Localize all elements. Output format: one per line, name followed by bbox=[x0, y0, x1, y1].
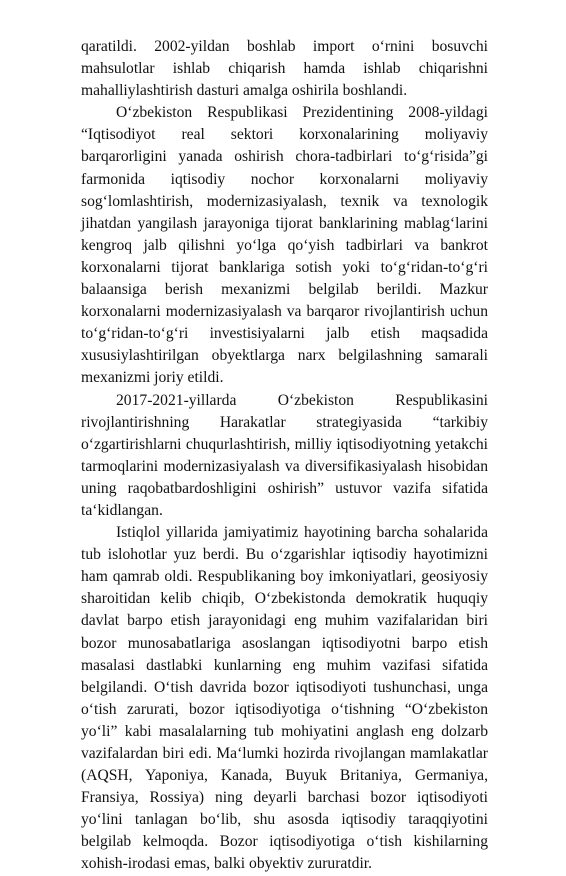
paragraph-continuation: qaratildi. 2002-yildan boshlab import o‘rnini bosuvchi mahsulotlar ishlab chiqarish hamda ishlab chiqarishni mahalliylashtirish dasturi amalga oshirila boshlandi. bbox=[81, 38, 488, 100]
paragraph-action-strategy: 2017-2021-yillarda O‘zbekiston Respublikasini rivojlantirishning Harakatlar strategiyasida “tarkibiy o‘zgartirishlarni chuqurlashtirish, milliy iqtisodiyotning yetakchi tarmoqlarini modernizasiyalash va diversifikasiyalash hisobidan uning raqobatbardoshligini oshirish” ustuvor vazifa sifatida ta‘kidlangan. bbox=[81, 391, 488, 519]
paragraph-presidential-decree: O‘zbekiston Respublikasi Prezidentining 2008-yildagi “Iqtisodiyot real sektori korxonalarining moliyaviy barqarorligini yanada oshirish chora-tadbirlari to‘g‘risida”gi farmonida iqtisodiy nochor korxonalarni moliyaviy sog‘lomlashtirish, modernizasiyalash, texnik va texnologik jihatdan yangilash jarayoniga tijorat banklarining mablag‘larini kengroq jalb qilishni yo‘lga qo‘yish tadbirlari va bankrot korxonalarni tijorat banklariga sotish yoki to‘g‘ridan-to‘g‘ri balaansiga berish mexanizmi belgilab berildi. Mazkur korxonalarni modernizasiyalash va barqaror rivojlantirish uchun to‘g‘ridan-to‘g‘ri investisiyalarni jalb etish maqsadida xususiylashtirilgan obyektlarga narx belgilashning samarali mexanizmi joriy etildi. bbox=[81, 104, 488, 387]
body-text bbox=[81, 36, 488, 876]
paragraph-independence-reforms: Istiqlol yillarida jamiyatimiz hayotining barcha sohalarida tub islohotlar yuz berdi. Bu o‘zgarishlar iqtisodiy hayotimizni ham qamrab oldi. Respublikaning boy imkoniyatlari, geosiyosiy sharoitidan kelib chiqib, O‘zbekistonda demokratik huquqiy davlat barpo etish jarayonidagi eng muhim vazifalaridan biri bozor munosabatlariga asoslangan iqtisodiyotni barpo etish masalasi dastlabki kunlarning eng muhim vazifasi sifatida belgilandi. O‘tish davrida bozor iqtisodiyoti tushunchasi, unga o‘tish zarurati, bozor iqtisodiyotiga o‘tishning “O‘zbekiston yo‘li” kabi masalalarning tub mohiyatini anglash eng dolzarb vazifalardan biri edi. Ma‘lumki hozirda rivojlangan mamlakatlar (AQSH, Yaponiya, Kanada, Buyuk Britaniya, Germaniya, Fransiya, Rossiya) ning deyarli barchasi bozor iqtisodiyoti yo‘lini tanlagan bo‘lib, shu asosda iqtisodiy taraqqiyotini belgilab kelmoqda. Bozor iqtisodiyotiga o‘tish kishilarning xohish-irodasi emas, balki obyektiv zururatdir. bbox=[81, 524, 488, 873]
